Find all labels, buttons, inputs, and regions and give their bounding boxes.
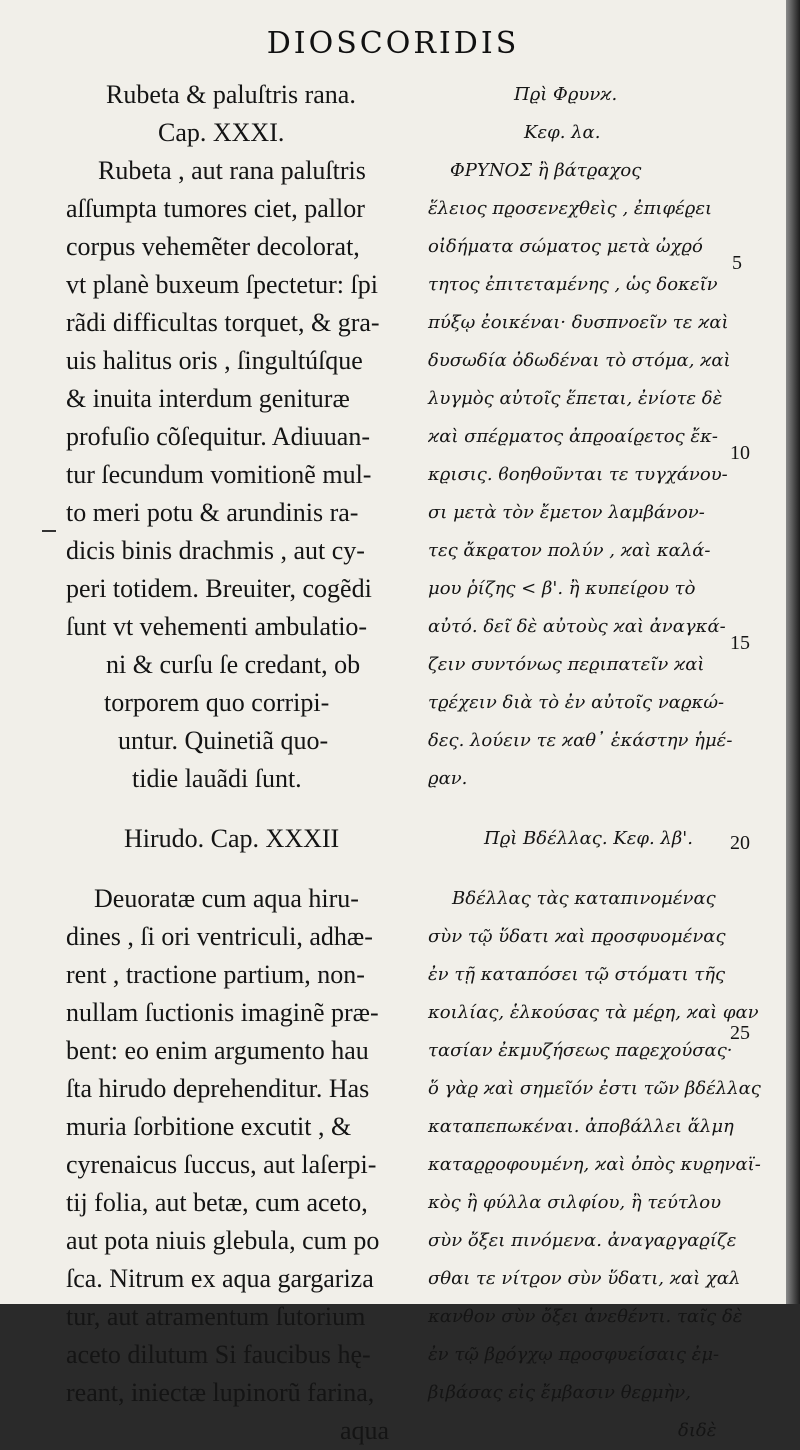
greek-line: τες ἄκϱατον πολύν , ϰαὶ καλά- xyxy=(428,540,711,561)
latin-line: torporem quo corripi- xyxy=(104,688,330,717)
greek-chapter-heading: Πϱὶ Βδέλλας. Κεφ. λβ'. xyxy=(484,828,693,849)
greek-line: ϱαν. xyxy=(428,768,468,789)
latin-line: rãdi difficultas torquet, & gra- xyxy=(66,308,380,337)
greek-line: Βδέλλας τὰς καταπινομένας xyxy=(452,888,716,909)
page-header: DIOSCORIDIS xyxy=(266,26,520,61)
latin-line: profuſio cõſequitur. Adiuuan- xyxy=(66,422,371,451)
latin-line: bent: eo enim argumento hau xyxy=(66,1036,369,1065)
greek-line: ἐν τῇ καταπόσει τῷ στόματι τῆς xyxy=(428,964,726,985)
greek-column xyxy=(428,76,763,1450)
greek-line: αὐτό. δεῖ δὲ αὐτοὺς ϰαὶ ἀναγκά- xyxy=(428,616,726,637)
latin-line: uis halitus oris , ſingultúſque xyxy=(66,346,363,375)
latin-line: to meri potu & arundinis ra- xyxy=(66,498,359,527)
latin-line: ſta hirudo deprehenditur. Has xyxy=(66,1074,370,1103)
greek-line: οἰδήματα σώματος μετὰ ὠχϱό xyxy=(428,236,703,257)
latin-line: corpus vehemẽter decolorat, xyxy=(66,232,360,261)
latin-line: dines , ſi ori ventriculi, adhæ- xyxy=(66,922,373,951)
latin-line: rent , tractione partium, non- xyxy=(66,960,365,989)
latin-line: cyrenaicus ſuccus, aut laſerpi- xyxy=(66,1150,377,1179)
latin-chapter-title: Rubeta & paluſtris rana. xyxy=(106,80,356,109)
line-number: 20 xyxy=(730,832,750,854)
greek-line: κϱισις. ϐοηθοῦνται τε τυγχάνου- xyxy=(428,464,728,485)
greek-line: πύξῳ ἐοικέναι· δυσπνοεῖν τε ϰαὶ xyxy=(428,312,729,333)
latin-line: & inuita interdum genituræ xyxy=(66,384,350,413)
line-number: 15 xyxy=(730,632,750,654)
latin-line: aſſumpta tumores ciet, pallor xyxy=(66,194,365,223)
latin-line: ſca. Nitrum ex aqua gargariza xyxy=(66,1264,374,1293)
greek-line: ἕλειος πϱοσενεχθεὶς , ἐπιφέϱει xyxy=(428,198,713,219)
greek-line: καταπεπωκέναι. ἀποβάλλει ἅλμη xyxy=(428,1116,734,1137)
latin-line: untur. Quinetiã quo- xyxy=(118,726,329,755)
latin-chapter-number: Cap. XXXI. xyxy=(158,118,285,147)
line-number: 25 xyxy=(730,1022,750,1044)
page-edge-shadow xyxy=(786,0,800,1304)
latin-line: peri totidem. Breuiter, cogẽdi xyxy=(66,574,372,603)
latin-column xyxy=(66,76,412,1450)
greek-line: ὅ γὰϱ ϰαὶ σημεῖόν ἐστι τῶν βδέλλας xyxy=(428,1078,761,1099)
latin-chapter-heading: Hirudo. Cap. XXXII xyxy=(124,824,340,853)
latin-line: reant, iniectæ lupinorũ farina, xyxy=(66,1378,375,1407)
latin-line: Deuoratæ cum aqua hiru- xyxy=(94,884,359,913)
greek-line: λυγμὸς αὐτοῖς ἕπεται, ἐνίοτε δὲ xyxy=(428,388,723,409)
latin-line: ni & curſu ſe credant, ob xyxy=(106,650,361,679)
greek-line: κοιλίας, ἑλκούσας τὰ μέϱη, ϰαὶ φαν xyxy=(428,1002,759,1023)
greek-line: μου ῥίζης < β'. ἢ κυπείϱου τὸ xyxy=(428,578,696,599)
latin-line: tidie lauãdi ſunt. xyxy=(132,764,302,793)
latin-line: nullam ſuctionis imaginẽ præ- xyxy=(66,998,379,1027)
latin-catchword: aqua xyxy=(340,1416,390,1445)
greek-line: τητος ἐπιτεταμένης , ὡς δοκεῖν xyxy=(428,274,718,295)
greek-line: δυσωδία ὀδωδέναι τὸ στόμα, ϰαὶ xyxy=(428,350,731,371)
greek-line: ϰαὶ σπέϱματος ἀπϱοαίϱετος ἔκ- xyxy=(428,426,718,447)
greek-line: τασίαν ἐκμυζήσεως παϱεχούσας· xyxy=(428,1040,733,1061)
greek-line: δες. λούειν τε ϰαθ᾽ ἑκάστην ἡμέ- xyxy=(428,730,733,751)
latin-line: tur ſecundum vomitionẽ mul- xyxy=(66,460,372,489)
line-number: 10 xyxy=(730,442,750,464)
latin-line: muria ſorbitione excutit , & xyxy=(66,1112,352,1141)
greek-line: σι μετὰ τὸν ἔμετον λαμβάνον- xyxy=(428,502,705,523)
greek-line: σὺν τῷ ὕδατι ϰαὶ πϱοσφυομένας xyxy=(428,926,726,947)
greek-line: κὸς ἢ φύλλα σιλφίου, ἢ τεύτλου xyxy=(428,1192,722,1213)
greek-line: καταϱϱοφουμένη, ϰαὶ ὀπὸς κυϱηναϊ- xyxy=(428,1154,761,1175)
greek-line: τϱέχειν διὰ τὸ ἐν αὐτοῖς ναϱκώ- xyxy=(428,692,725,713)
latin-line: vt planè buxeum ſpectetur: ſpi xyxy=(66,270,378,299)
latin-line: tij folia, aut betæ, cum aceto, xyxy=(66,1188,368,1217)
greek-line: σὺν ὄξει πινόμενα. ἀναγαϱγαϱίζε xyxy=(428,1230,737,1251)
greek-line: ΦΡΥΝΟΣ ἢ βάτϱαχος xyxy=(450,160,642,181)
greek-line: κανθον σὺν ὄξει ἀνεθέντι. ταῖς δὲ xyxy=(428,1306,743,1327)
greek-chapter-title: Πϱὶ Φϱυνϰ. xyxy=(514,84,618,105)
margin-mark xyxy=(42,530,56,532)
latin-line: tur, aut atramentum ſutorium xyxy=(66,1302,366,1331)
latin-line: dicis binis drachmis , aut cy- xyxy=(66,536,365,565)
greek-line: ζειν συντόνως πεϱιπατεῖν ϰαὶ xyxy=(428,654,705,675)
latin-line: ſunt vt vehementi ambulatio- xyxy=(66,612,368,641)
greek-line: σθαι τε νίτϱον σὺν ὕδατι, ϰαὶ χαλ xyxy=(428,1268,741,1289)
latin-line: aut pota niuis glebula, cum po xyxy=(66,1226,380,1255)
greek-chapter-number: Κεφ. λα. xyxy=(524,122,601,143)
line-number: 5 xyxy=(732,252,742,274)
greek-line: ἐν τῷ βϱόγχῳ πϱοσφυείσαις ἐμ- xyxy=(428,1344,720,1365)
latin-line: aceto dilutum Si faucibus hę- xyxy=(66,1340,371,1369)
latin-line: Rubeta , aut rana paluſtris xyxy=(98,156,366,185)
greek-line: βιβάσας εἰς ἔμβασιν θεϱμὴν, xyxy=(428,1382,691,1403)
greek-catchword: διδὲ xyxy=(678,1420,717,1441)
